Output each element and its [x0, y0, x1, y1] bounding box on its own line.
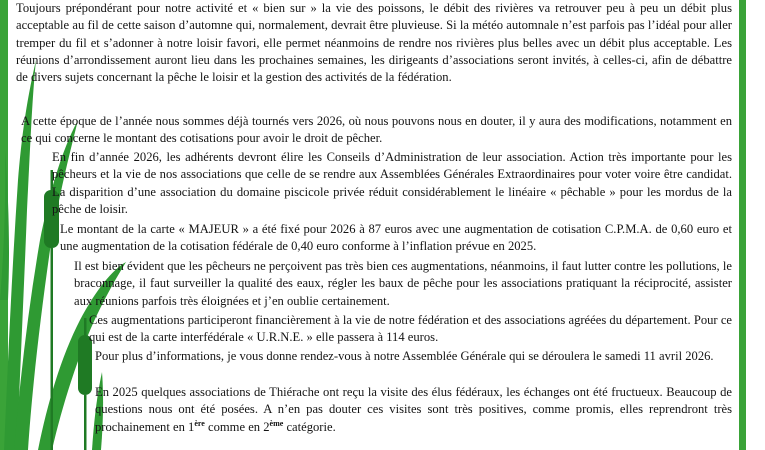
paragraph-elections: En fin d’année 2026, les adhérents devront élire les Conseils d’Administration de leur association. Action très importante pour les pêcheurs et la vie de nos associations que celle de se rendre aux Assemblées Générales Extraordinaires pour voter voire être candidat. La disparition d’une association du domaine piscicole privée réduit considérablement le linéaire « pêchable » pour les mordus de la pêche de loisir. [52, 150, 732, 216]
paragraph-visites [95, 384, 732, 436]
superscript-premiere: ère [194, 418, 205, 428]
paragraph-carte-majeur: Le montant de la carte « MAJEUR » a été fixé pour 2026 à 87 euros avec une augmentation de cotisation C.P.M.A. de 0,60 euro et une augmentation de la cotisation fédérale de 0,40 euro conforme à l’inflation prévue en 2025. [60, 222, 732, 254]
visites-text: En 2025 quelques associations de Thiérache ont reçu la visite des élus fédéraux, les échanges ont été fructueux. Beaucoup de questions nous ont été posées. A n’en pas douter ces visites sont très positives, comme promis, elles reprendront très prochainement en 1 [95, 385, 732, 434]
visites-text-end: catégorie. [283, 419, 336, 434]
paragraph-augmentations: Il est bien évident que les pêcheurs ne perçoivent pas très bien ces augmentations, néanmoins, il faut lutter contre les pollutions, le braconnage, il faut surveiller la qualité des eaux, régler les baux de pêche pour les associations pratiquant la réciprocité, assister aux réunions parfois très éloignées et j’en oublie certainement. [74, 259, 732, 308]
visites-text-mid: comme en 2 [204, 419, 270, 434]
paragraph-automne: Toujours prépondérant pour notre activité et « bien sur » la vie des poissons, le débit des rivières va retrouver peu à peu un débit plus acceptable au fil de cette saison d’automne qui, normalement, devrait être pluvieuse. Si la météo automnale n’est parfois pas l’idéal pour aller tremper du fil et s’adonner à notre loisir favori, elle permet néanmoins de rendre nos rivières plus belles avec un débit plus acceptable. Les réunions d’arrondissement auront lieu dans les prochaines semaines, les dirigeants d’associations seront invités, à celles-ci, afin de débattre de divers sujets concernant la pêche le loisir et la gestion des activités de la fédération. [16, 1, 732, 85]
paragraph-epoque-2026: A cette époque de l’année nous sommes déjà tournés vers 2026, où nous pouvons nous en douter, il y aura des modifications, notamment en ce qui concerne le montant des cotisations pour avoir le droit de pêcher. [21, 114, 732, 146]
right-green-border [739, 0, 746, 450]
article-body [16, 0, 734, 450]
paragraph-carte-urne: Ces augmentations participeront financièrement à la vie de notre fédération et des associations agréées du département. Pour ce qui est de la carte interfédérale « U.R.N.E. » elle passera à 114 euros. [89, 313, 732, 345]
superscript-deuxieme: ème [269, 418, 284, 428]
paragraph-assemblee: Pour plus d’informations, je vous donne rendez-vous à notre Assemblée Générale qui se déroulera le samedi 11 avril 2026. [95, 349, 714, 363]
